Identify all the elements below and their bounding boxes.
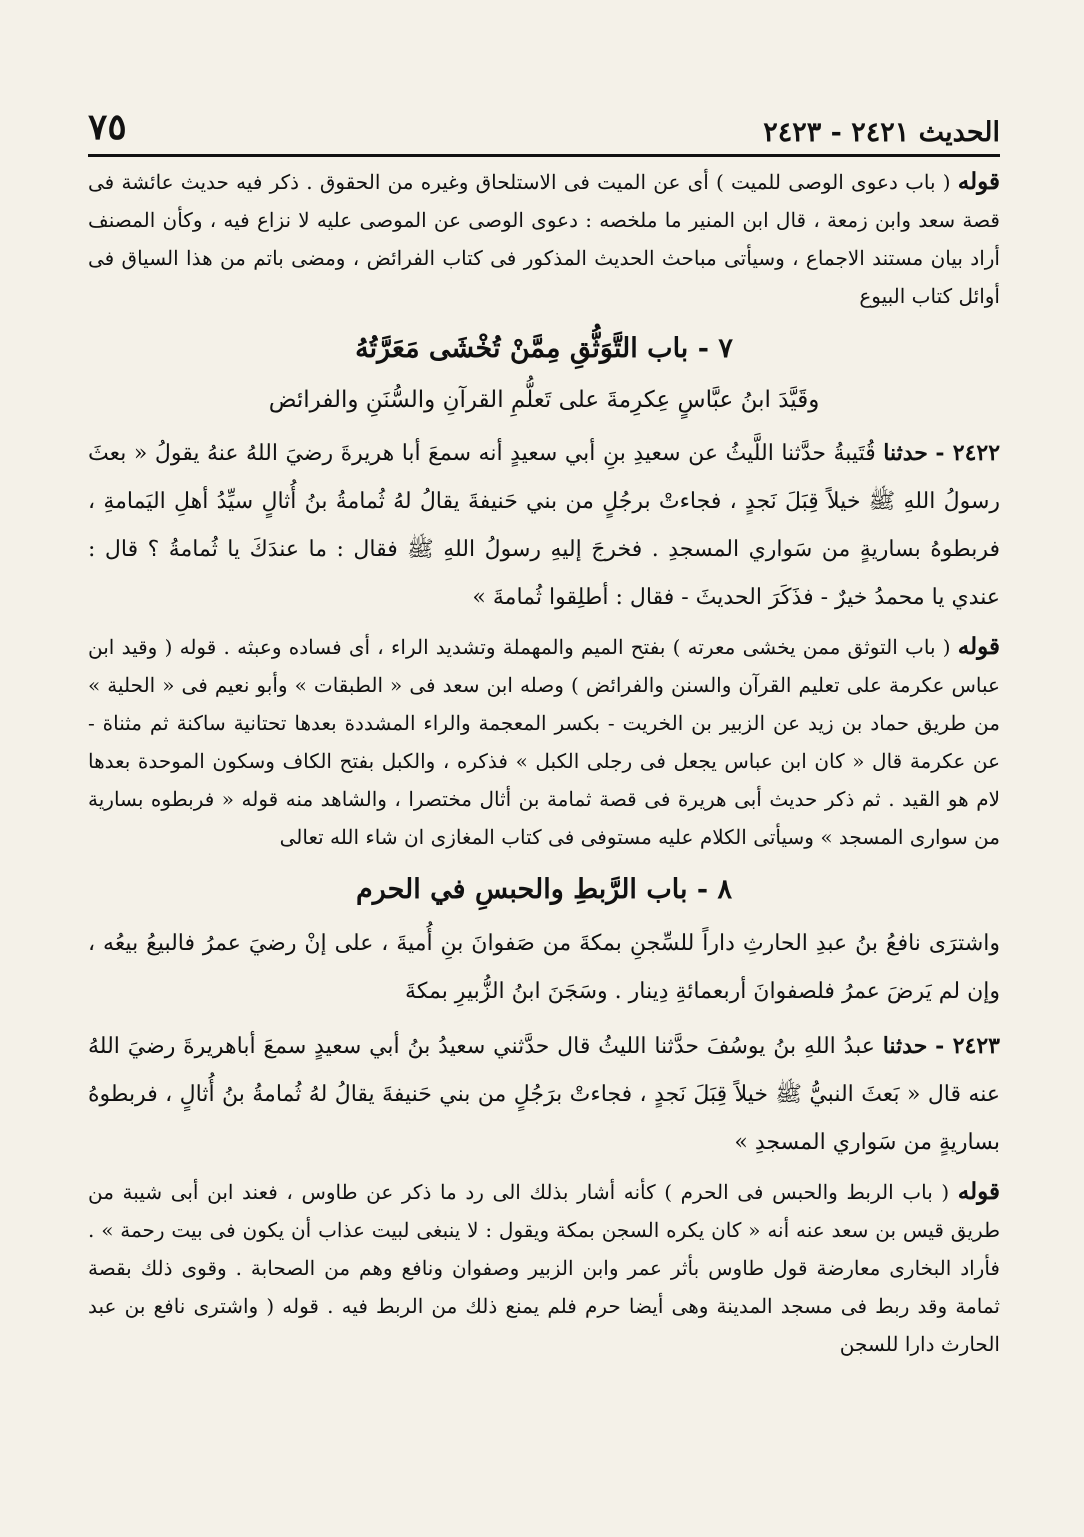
hadith-2423 [88, 1022, 1000, 1167]
commentary-text: ( باب التوثق ممن يخشى معرته ) بفتح الميم والمهملة وتشديد الراء ، أى فساده وعبثه . قوله ( وقيد ابن عباس عكرمة على تعليم القرآن والسنن والفرائض ) وصله ابن سعد فى « الطبقات » وأبو نعيم فى « الحلية » من طريق حماد بن زيد عن الزبير بن الخريت - بكسر المعجمة والراء المشددة بعدها تحتانية ساكنة ثم مثناة - عن عكرمة قال « كان ابن عباس يجعل فى رجلى الكبل » فذكره ، والكبل بفتح الكاف وسكون الموحدة بعدها لام هو القيد . ثم ذكر حديث أبى هريرة فى قصة ثمامة بن أثال مختصرا ، والشاهد منه قوله « فربطوه بسارية من سوارى المسجد » وسيأتى الكلام عليه مستوفى فى كتاب المغازى ان شاء الله تعالى [88, 635, 1000, 849]
qawluh-marker: قوله [957, 633, 1000, 660]
page-body [88, 163, 1000, 1363]
page-header [88, 96, 1000, 157]
haddathana-marker: حدثنا [883, 440, 928, 466]
commentary-block-1 [88, 163, 1000, 315]
page-number: ٧٥ [88, 106, 127, 148]
hadith-text: قُتَيبةُ حدَّثنا اللَّيثُ عن سعيدِ بنِ أبي سعيدٍ أنه سمعَ أبا هريرةَ رضيَ اللهُ عنهُ يقولُ « بعثَ رسولُ اللهِ ﷺ خيلاً قِبَلَ نَجدٍ ، فجاءتْ برجُلٍ من بني حَنيفةَ يقالُ لهُ ثُمامةُ بنُ أُثالٍ سيِّدُ أهلِ اليَمامةِ ، فربطوهُ بساريةٍ من سَواري المسجدِ . فخرجَ إليهِ رسولُ اللهِ ﷺ فقال : ما عندَكَ يا ثُمامةُ ؟ قال : عندي يا محمدُ خيرٌ - فذَكَرَ الحديثَ - فقال : أطلِقوا ثُمامةَ » [88, 441, 1000, 610]
chapter-heading-7: ٧ - باب التَّوَثُّقِ مِمَّنْ تُخْشَى مَعَرَّتُهُ [355, 333, 733, 364]
chapter-8-text: واشترَى نافعُ بنُ عبدِ الحارثِ داراً للسِّجنِ بمكةَ من صَفوانَ بنِ أُميةَ ، على إنْ رضيَ عمرُ فالبيعُ بيعُه ، وإن لم يَرضَ عمرُ فلصفوانَ أربعمائةِ دِينار . وسَجَنَ ابنُ الزُّبيرِ بمكةَ [88, 931, 1000, 1004]
hadith-number: ٢٤٢٢ - [935, 440, 1001, 466]
qawluh-marker: قوله [957, 168, 1001, 195]
qawluh-marker: قوله [957, 1178, 1000, 1205]
hadith-text: عبدُ اللهِ بنُ يوسُفَ حدَّثنا الليثُ قال حدَّثني سعيدُ بنُ أبي سعيدٍ سمعَ أباهريرةَ رضيَ اللهُ عنه قال « بَعثَ النبيُّ ﷺ خيلاً قِبَلَ نَجدٍ ، فجاءتْ برَجُلٍ من بني حَنيفةَ يقالُ لهُ ثُمامةُ بنُ أُثالٍ ، فربطوهُ بساريةٍ من سَواري المسجدِ » [88, 1034, 1000, 1155]
commentary-block-2 [88, 628, 1000, 856]
commentary-text: ( باب دعوى الوصى للميت ) أى عن الميت فى الاستلحاق وغيره من الحقوق . ذكر فيه حديث عائشة فى قصة سعد وابن زمعة ، قال ابن المنير ما ملخصه : دعوى الوصى عن الموصى عليه لا نزاع فيه ، وكأن المصنف أراد بيان مستند الاجماع ، وسيأتى مباحث الحديث المذكور فى كتاب الفرائض ، ومضى باتم من هذا السياق فى أوائل كتاب البيوع [88, 170, 1000, 308]
running-title: الحديث ٢٤٢١ - ٢٤٢٣ [763, 117, 1000, 148]
hadith-number: ٢٤٢٣ - [935, 1033, 1000, 1059]
haddathana-marker: حدثنا [882, 1033, 928, 1059]
hadith-2422 [88, 429, 1000, 622]
commentary-text: ( باب الربط والحبس فى الحرم ) كأنه أشار بذلك الى رد ما ذكر عن طاوس ، فعند ابن أبى شيبة من طريق قيس بن سعد عنه أنه « كان يكره السجن بمكة ويقول : لا ينبغى لبيت عذاب أن يكون فى بيت رحمة » . فأراد البخارى معارضة قول طاوس بأثر عمر وابن الزبير وصفوان ونافع وهم من الصحابة . وقوى ذلك بقصة ثمامة وقد ربط فى مسجد المدينة وهى أيضا حرم فلم يمنع ذلك من الربط فيه . قوله ( واشترى نافع بن عبد الحارث دارا للسجن [88, 1180, 1000, 1356]
commentary-block-3 [88, 1173, 1000, 1363]
chapter-heading-8: ٨ - باب الرَّبطِ والحبسِ في الحرم [356, 874, 732, 905]
chapter-subtitle-7: وقَيَّدَ ابنُ عبَّاسٍ عِكرِمةَ على تَعلُّمِ القرآنِ والسُّنَنِ والفرائض [268, 387, 820, 413]
